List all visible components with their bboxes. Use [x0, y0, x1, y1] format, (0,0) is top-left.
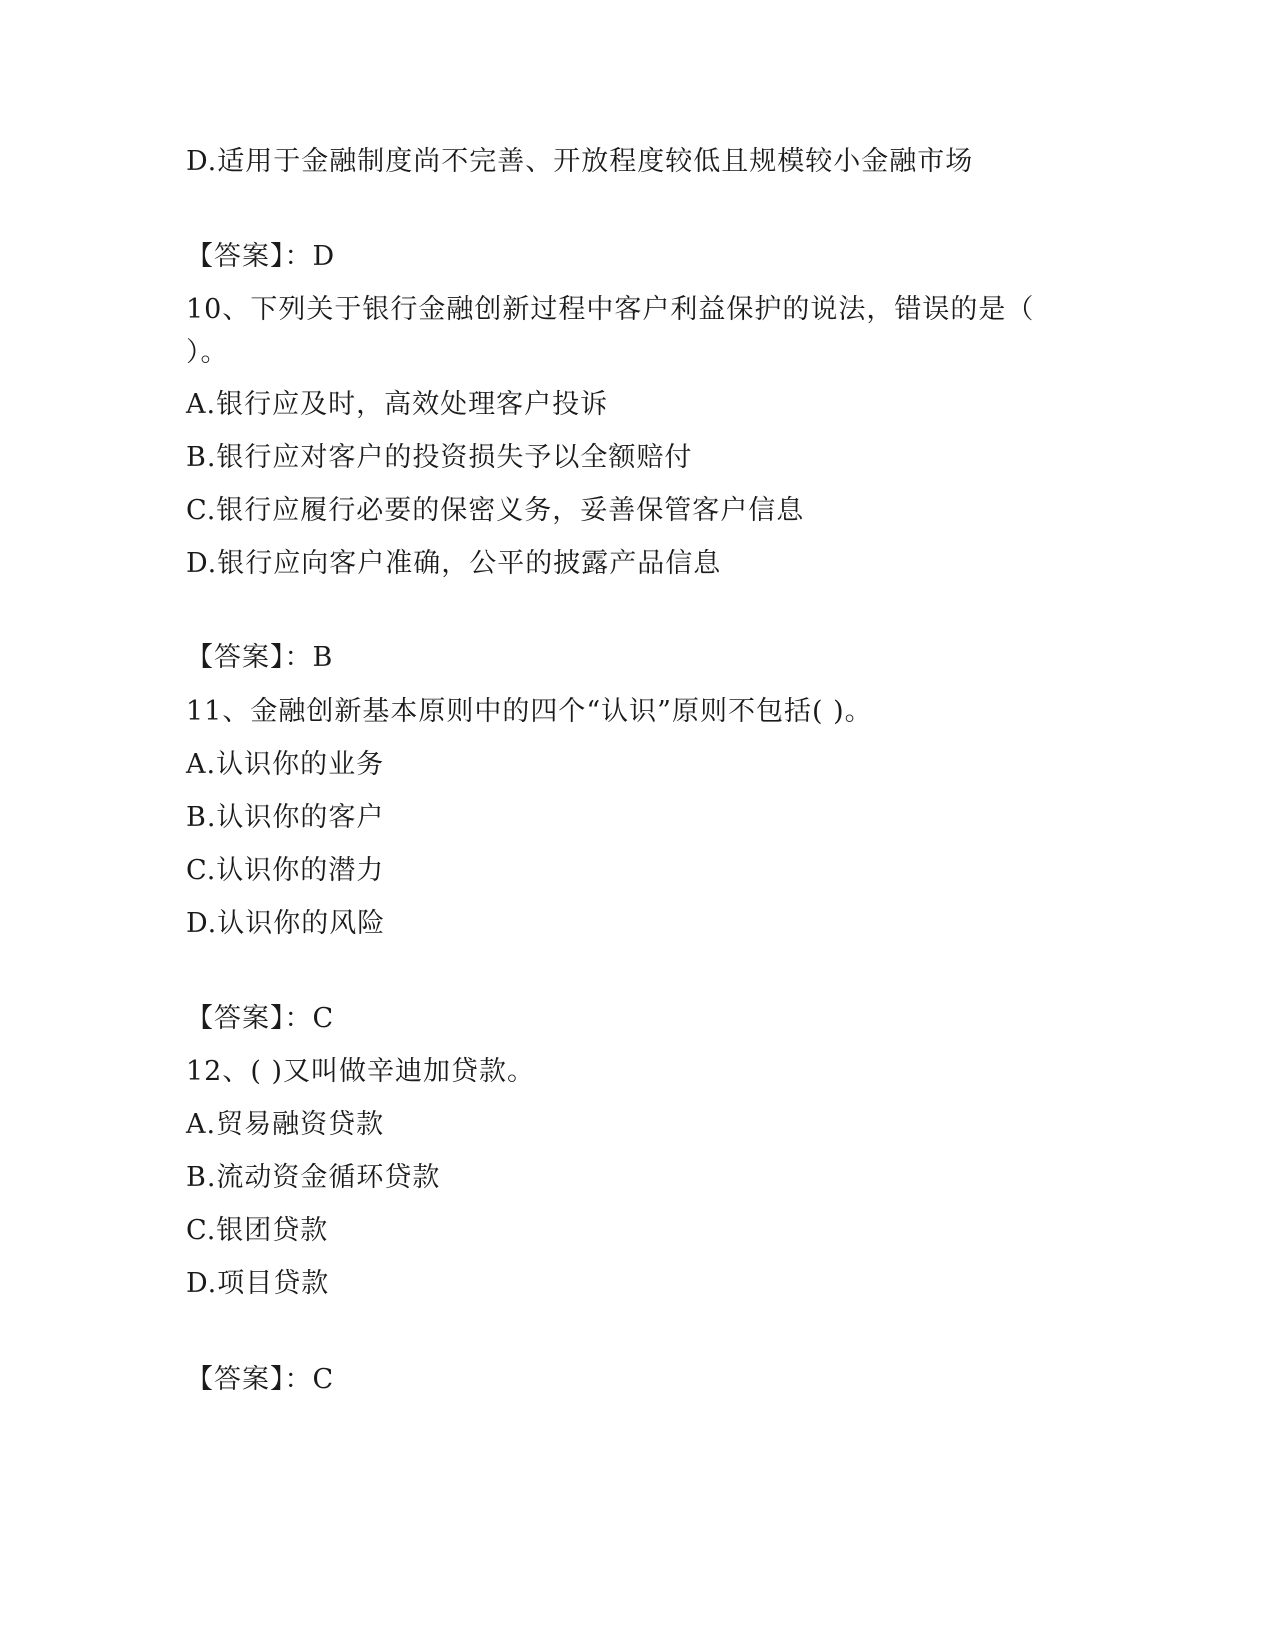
answer-line: 【答案】：D	[186, 241, 336, 272]
option-c: C.认识你的潜力	[186, 855, 385, 886]
option-a: A.认识你的业务	[186, 749, 385, 780]
option-d: D.认识你的风险	[186, 908, 386, 939]
question-stem: 11、金融创新基本原则中的四个“认识”原则不包括( )。	[186, 696, 873, 727]
option-c: C.银团贷款	[186, 1215, 329, 1246]
option-d: D.项目贷款	[186, 1268, 330, 1299]
option-d: D.适用于金融制度尚不完善、开放程度较低且规模较小金融市场	[186, 146, 974, 177]
answer-line: 【答案】：C	[186, 1003, 335, 1034]
question-stem-continued: ）。	[186, 337, 229, 368]
question-stem: 10、下列关于银行金融创新过程中客户利益保护的说法，错误的是（	[186, 294, 1035, 325]
question-stem: 12、( )又叫做辛迪加贷款。	[186, 1056, 536, 1087]
option-d: D.银行应向客户准确，公平的披露产品信息	[186, 548, 722, 579]
option-b: B.银行应对客户的投资损失予以全额赔付	[186, 442, 693, 473]
option-b: B.认识你的客户	[186, 802, 385, 833]
option-b: B.流动资金循环贷款	[186, 1162, 441, 1193]
answer-line: 【答案】：B	[186, 642, 334, 673]
option-c: C.银行应履行必要的保密义务，妥善保管客户信息	[186, 495, 805, 526]
answer-line: 【答案】：C	[186, 1364, 335, 1395]
option-a: A.贸易融资贷款	[186, 1109, 385, 1140]
option-a: A.银行应及时，高效处理客户投诉	[186, 389, 609, 420]
